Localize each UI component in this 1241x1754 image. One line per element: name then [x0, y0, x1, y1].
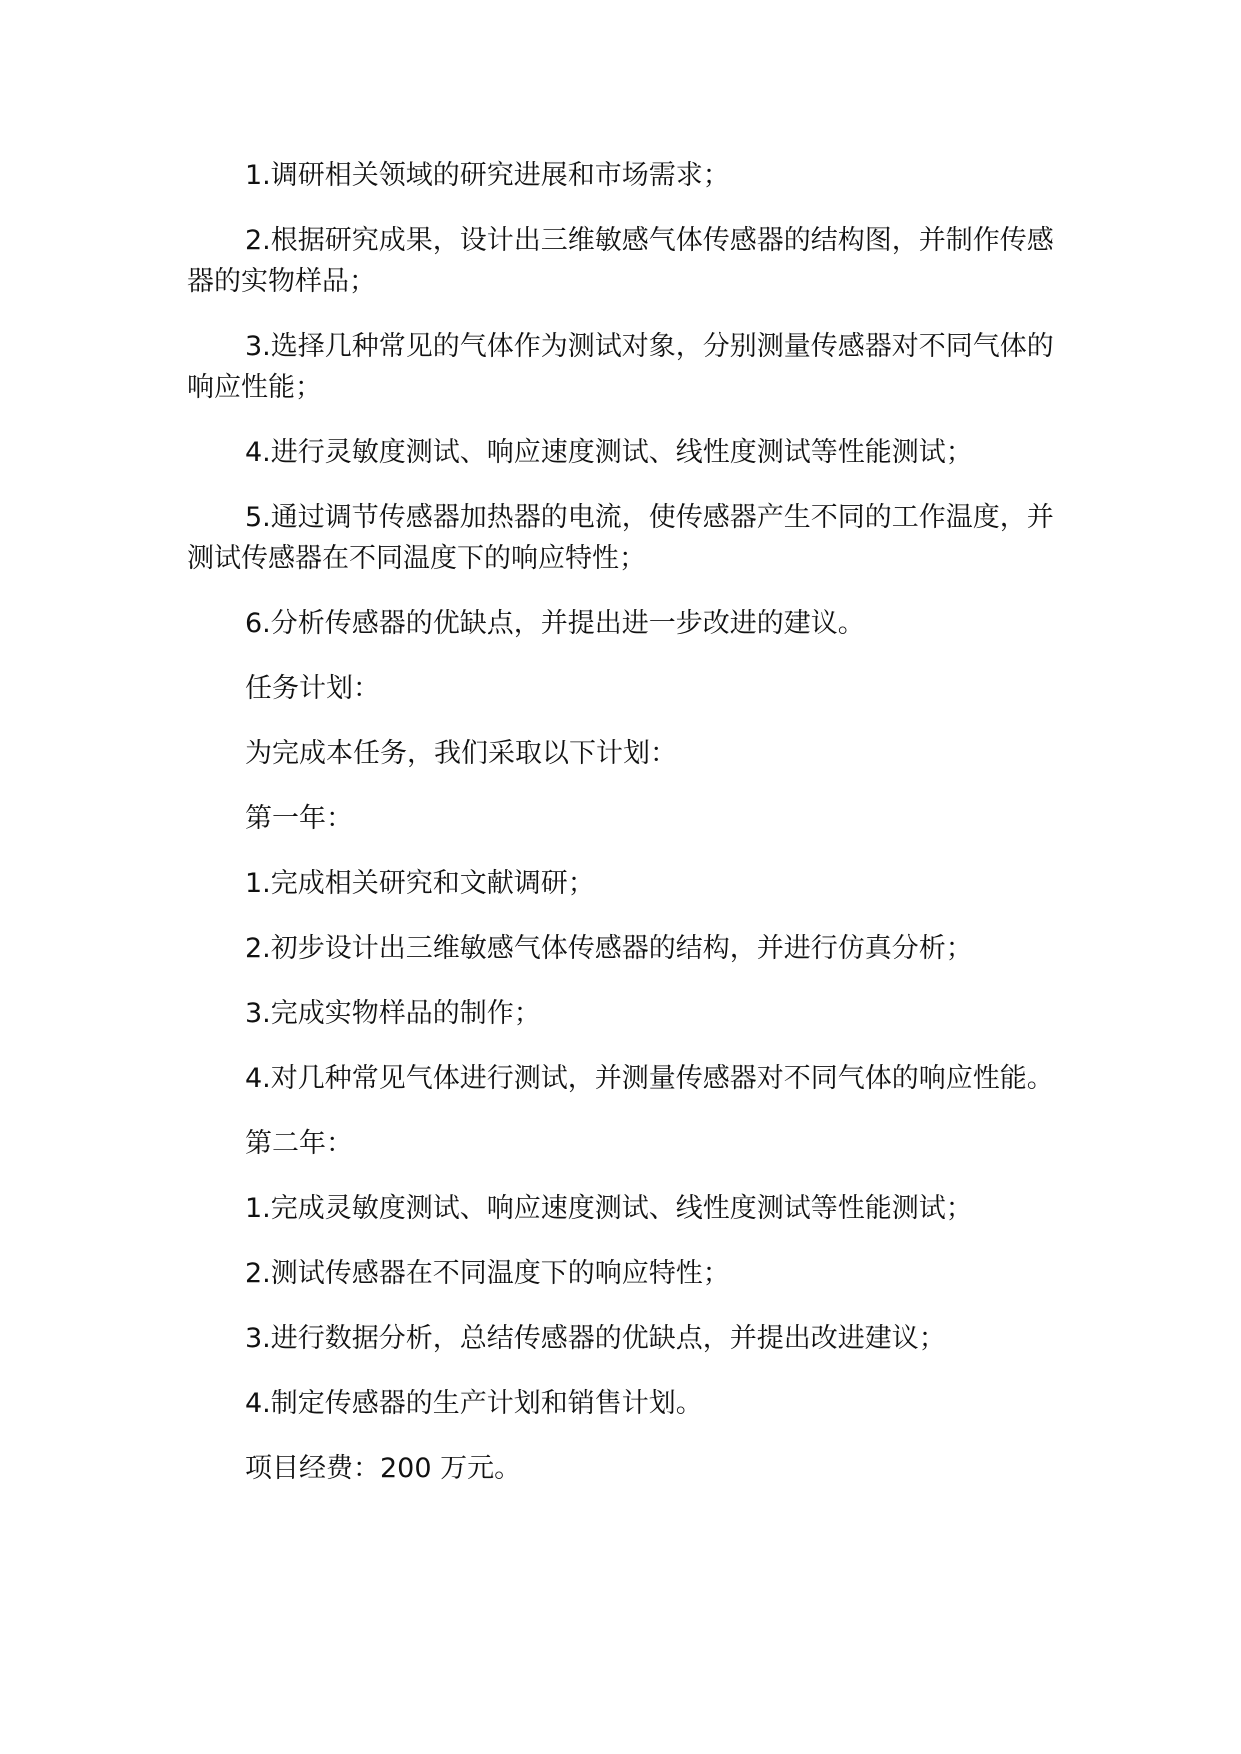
paragraph-plan-intro: 为完成本任务，我们采取以下计划： — [245, 738, 677, 769]
paragraph-select-gases: 3.选择几种常见的气体作为测试对象，分别测量传感器对不同气体的响应性能； — [187, 331, 1054, 403]
paragraph-year-two-item-2: 2.测试传感器在不同温度下的响应特性； — [245, 1258, 730, 1289]
paragraph-year-one-item-1: 1.完成相关研究和文献调研； — [245, 868, 595, 899]
paragraph-year-two-item-3: 3.进行数据分析，总结传感器的优缺点，并提出改进建议； — [245, 1323, 946, 1354]
paragraph-year-one-heading: 第一年： — [245, 803, 353, 834]
paragraph-design-structure: 2.根据研究成果，设计出三维敏感气体传感器的结构图，并制作传感器的实物样品； — [187, 225, 1054, 297]
paragraph-research-survey: 1.调研相关领域的研究进展和市场需求； — [245, 160, 730, 191]
paragraph-year-one-item-4: 4.对几种常见气体进行测试，并测量传感器对不同气体的响应性能。 — [245, 1063, 1054, 1094]
paragraph-temperature-tests: 5.通过调节传感器加热器的电流，使传感器产生不同的工作温度，并测试传感器在不同温度下的响应特性； — [187, 502, 1054, 574]
paragraph-year-one-item-3: 3.完成实物样品的制作； — [245, 998, 541, 1029]
paragraph-performance-tests: 4.进行灵敏度测试、响应速度测试、线性度测试等性能测试； — [245, 437, 973, 468]
paragraph-task-plan-heading: 任务计划： — [245, 673, 380, 704]
document-body — [187, 155, 1077, 1513]
paragraph-project-budget: 项目经费：200 万元。 — [245, 1453, 522, 1484]
paragraph-year-two-heading: 第二年： — [245, 1128, 353, 1159]
paragraph-year-two-item-4: 4.制定传感器的生产计划和销售计划。 — [245, 1388, 703, 1419]
paragraph-analysis: 6.分析传感器的优缺点，并提出进一步改进的建议。 — [245, 608, 865, 639]
paragraph-year-one-item-2: 2.初步设计出三维敏感气体传感器的结构，并进行仿真分析； — [245, 933, 973, 964]
paragraph-year-two-item-1: 1.完成灵敏度测试、响应速度测试、线性度测试等性能测试； — [245, 1193, 973, 1224]
